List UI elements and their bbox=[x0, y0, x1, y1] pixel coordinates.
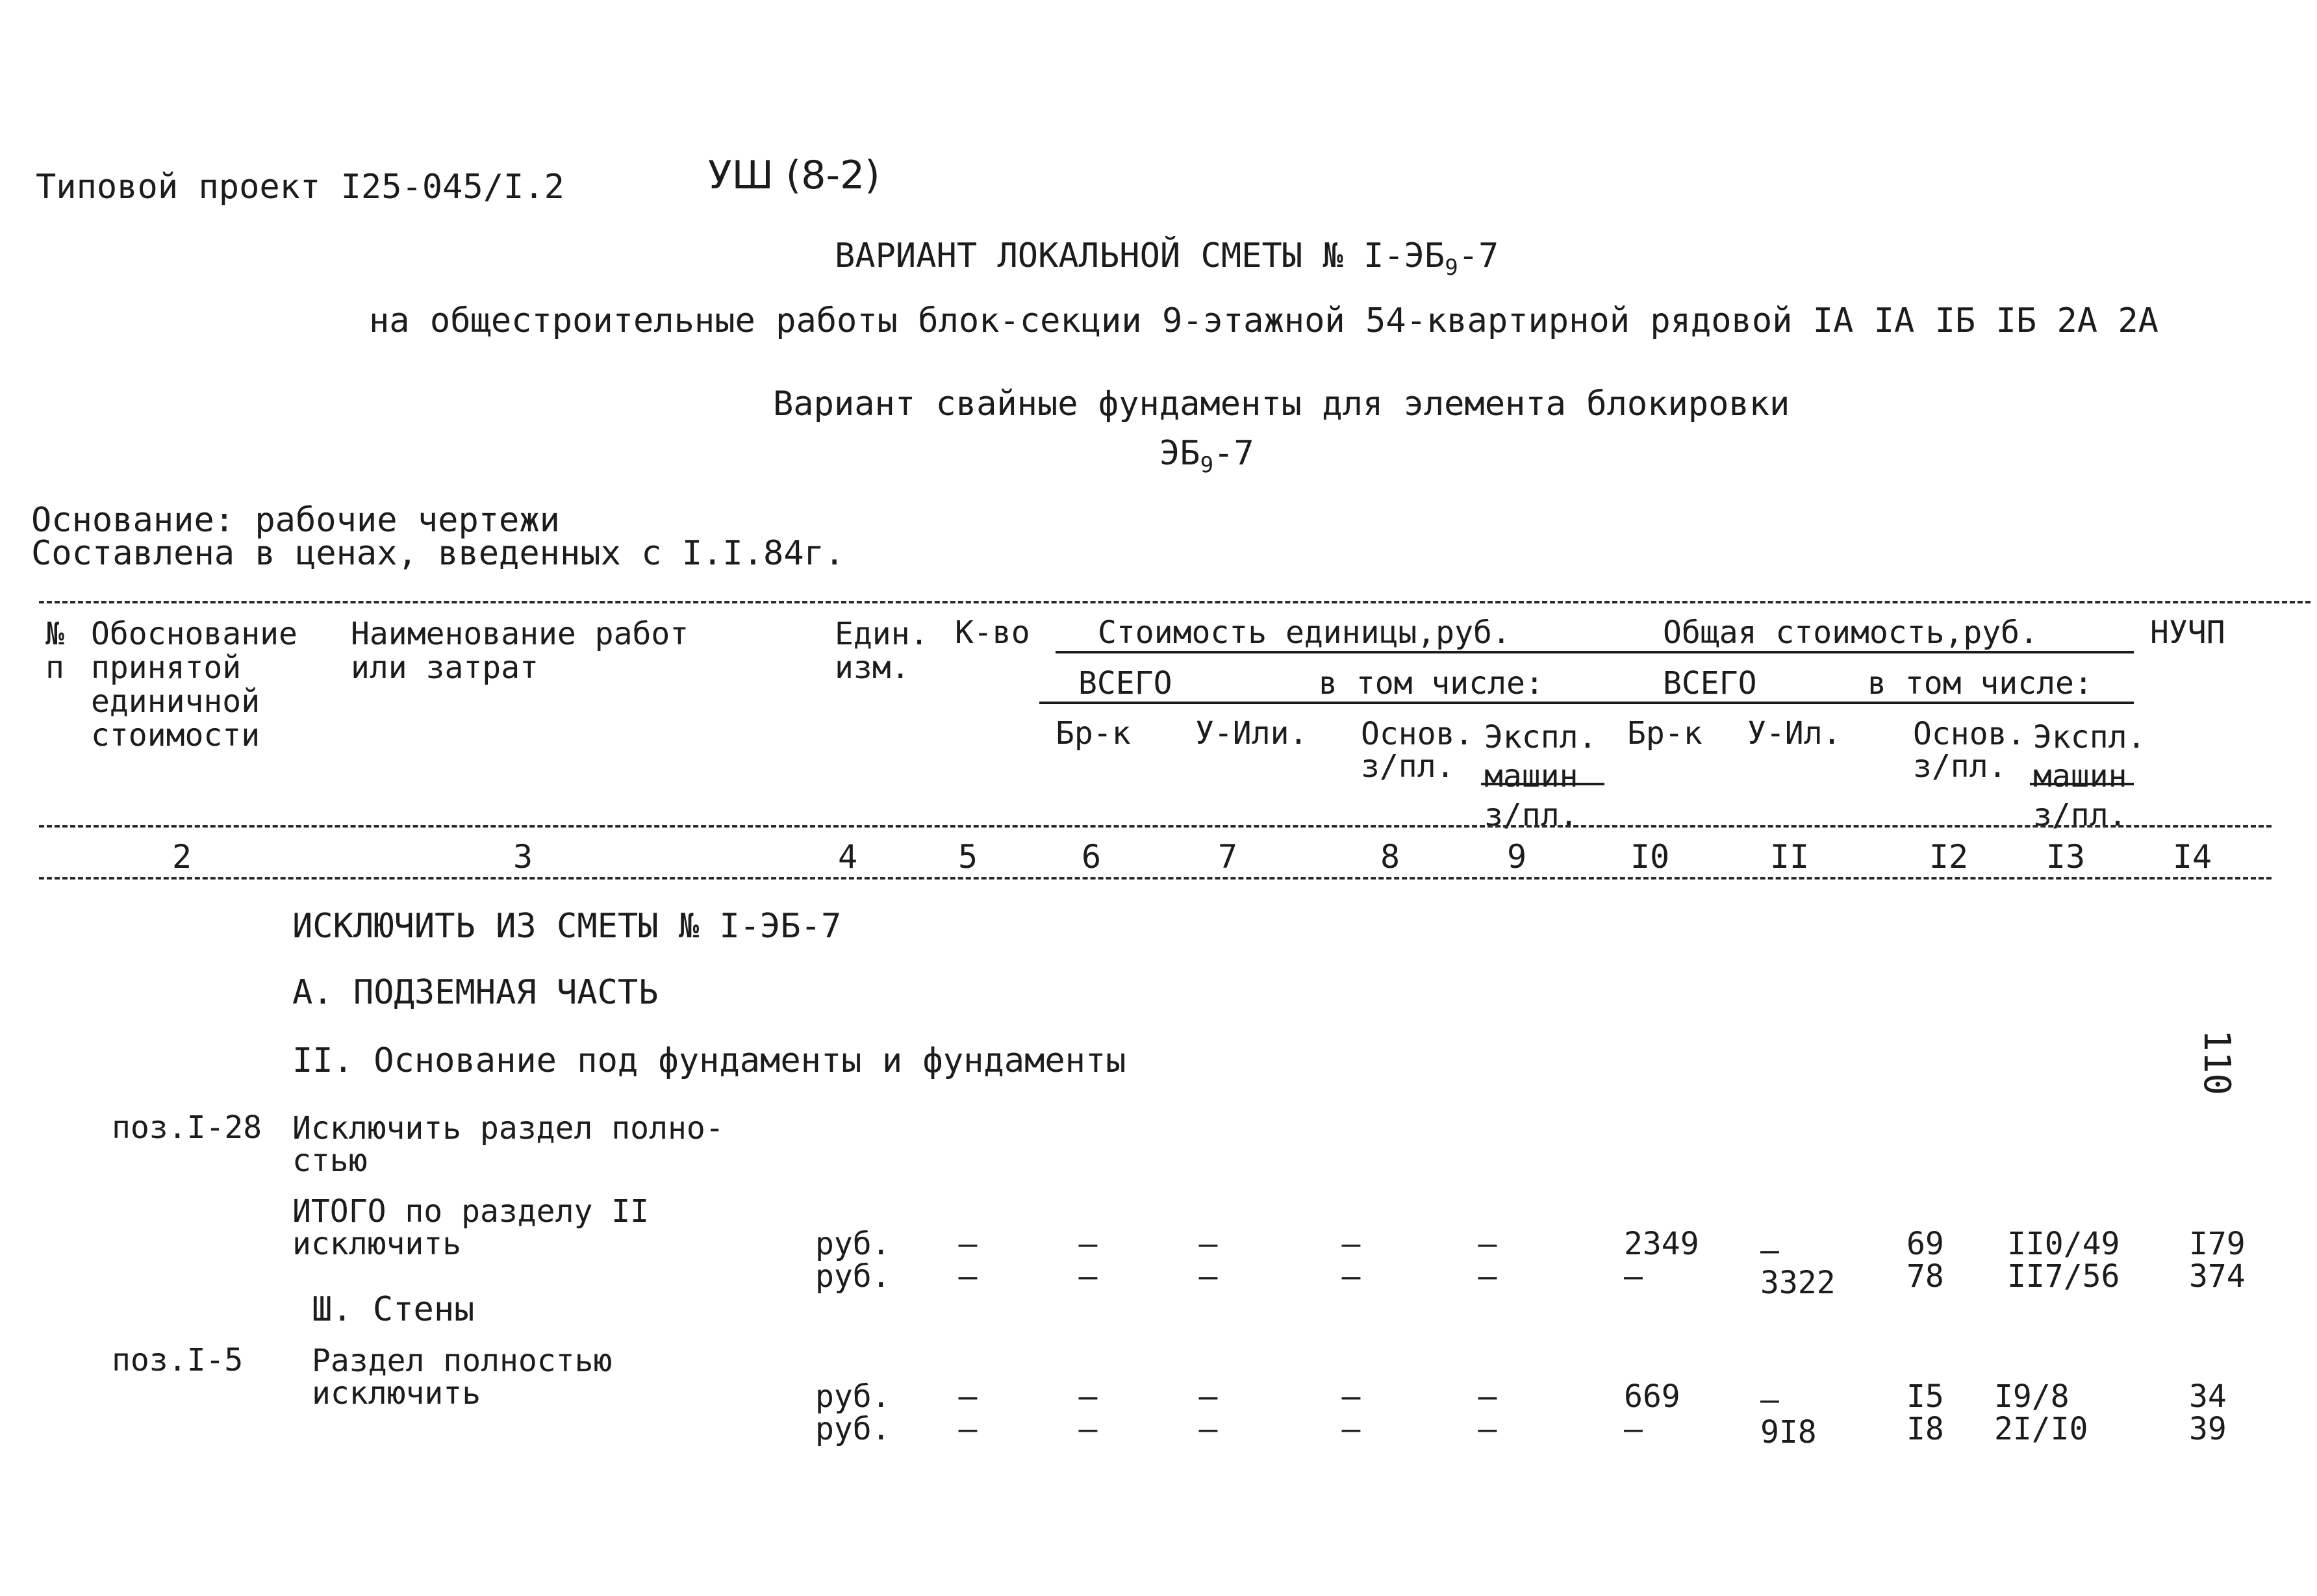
unit-vsego-label: ВСЕГО bbox=[1078, 665, 1172, 702]
row2-c6-a: – bbox=[1078, 1378, 1098, 1415]
row2-c5-b: – bbox=[958, 1411, 978, 1447]
total-ekspl-line3: з/пл. bbox=[2033, 797, 2127, 833]
row2-c10-a: 669 bbox=[1624, 1378, 1680, 1415]
col-num-7: 7 bbox=[1217, 838, 1238, 876]
row1-c11-a: – bbox=[1760, 1232, 1779, 1269]
row2-c8-a: – bbox=[1341, 1378, 1361, 1415]
estimate-title-main: ВАРИАНТ ЛОКАЛЬНОЙ СМЕТЫ № I-ЭБ bbox=[835, 236, 1445, 275]
header-bottom-rule bbox=[39, 825, 2272, 828]
total-mashin-underline bbox=[2030, 783, 2134, 785]
row2-c14-b: 39 bbox=[2189, 1411, 2227, 1447]
row1-c7-b: – bbox=[1198, 1258, 1218, 1295]
element-code-main: ЭБ bbox=[1159, 434, 1200, 473]
row1-c7 bbox=[1179, 1228, 1237, 1293]
part-a-heading: А. ПОДЗЕМНАЯ ЧАСТЬ bbox=[292, 973, 659, 1012]
row2-c9-a: – bbox=[1478, 1378, 1497, 1415]
col-unit-line1: Един. bbox=[835, 616, 929, 652]
estimate-title-suffix: -7 bbox=[1458, 236, 1499, 275]
row1-c7-a: – bbox=[1198, 1226, 1218, 1262]
col-name-header bbox=[351, 617, 689, 685]
col-num-12: I2 bbox=[1929, 838, 1969, 876]
row2-c5 bbox=[939, 1380, 997, 1445]
col-num-5: 5 bbox=[957, 838, 978, 876]
estimate-title bbox=[835, 236, 1499, 281]
row2-c7-b: – bbox=[1198, 1411, 1218, 1447]
col-num-2: 2 bbox=[171, 838, 192, 876]
col-num-9: 9 bbox=[1506, 838, 1527, 876]
unit-cost-underline bbox=[1056, 651, 1627, 653]
unit-ekspl-line1: Экспл. bbox=[1484, 719, 1597, 755]
row2-name-line1: Раздел полностью bbox=[312, 1343, 613, 1379]
variant-line: Вариант свайные фундаменты для элемента блокировки bbox=[773, 385, 1790, 424]
unit-ekspl-line2: машин bbox=[1484, 758, 1578, 794]
row1-unit-2: руб. bbox=[815, 1258, 891, 1295]
row1-c13-b: II7/56 bbox=[2007, 1258, 2120, 1295]
row2-c14-a: 34 bbox=[2189, 1378, 2227, 1415]
total-osnov-line2: з/пл. bbox=[1913, 748, 2007, 785]
row1-c9 bbox=[1458, 1228, 1517, 1293]
col-name-line2: или затрат bbox=[351, 650, 538, 686]
row1-c5-a: – bbox=[958, 1226, 978, 1262]
section-3-heading: Ш. Стены bbox=[312, 1290, 475, 1329]
row2-c12-b: I8 bbox=[1906, 1411, 1944, 1447]
col-basis-line2: принятой bbox=[91, 650, 242, 686]
col-unit-line2: изм. bbox=[835, 650, 910, 686]
element-code-suffix: -7 bbox=[1213, 434, 1254, 473]
row1-c10-b: – bbox=[1624, 1258, 1643, 1295]
row1-c11-b: 3322 bbox=[1760, 1265, 1836, 1301]
col-numbers-rule bbox=[39, 877, 2272, 880]
page-number: 110 bbox=[2196, 1030, 2238, 1096]
unit-osnov-line1: Основ. bbox=[1361, 716, 1474, 752]
row2-c7 bbox=[1179, 1380, 1237, 1445]
col-name-line1: Наименование работ bbox=[351, 616, 689, 652]
unit-incl-label: в том числе: bbox=[1319, 665, 1544, 702]
col-num-13: I3 bbox=[2045, 838, 2086, 876]
row1-name-line2: стью bbox=[292, 1143, 368, 1179]
subhead-underline bbox=[1039, 702, 2134, 704]
row1-ref: поз.I-28 bbox=[112, 1109, 262, 1146]
row2-c11-b: 9I8 bbox=[1760, 1414, 1817, 1450]
row2-c6-b: – bbox=[1078, 1411, 1098, 1447]
project-number: Типовой проект I25-045/I.2 bbox=[36, 168, 564, 207]
row1-c8-b: – bbox=[1341, 1258, 1361, 1295]
row1-c5-b: – bbox=[958, 1258, 978, 1295]
row1-c14 bbox=[2189, 1228, 2246, 1293]
col-qty-header: К-во bbox=[955, 614, 1030, 651]
total-cost-header: Общая стоимость,руб. bbox=[1663, 614, 2038, 651]
unit-brk-label: Бр-к bbox=[1056, 715, 1131, 752]
estimate-subtitle: на общестроительные работы блок-секции 9-этажной 54-квартирной рядовой IA IA IБ IБ 2A 2A bbox=[369, 301, 2159, 340]
col-basis-line1: Обоснование bbox=[91, 616, 298, 652]
row2-c13-b: 2I/I0 bbox=[1994, 1411, 2088, 1447]
row1-c12 bbox=[1906, 1228, 1944, 1293]
row1-unit-1: руб. bbox=[815, 1226, 891, 1262]
element-code bbox=[1159, 434, 1254, 478]
row2-c11-a: – bbox=[1760, 1382, 1779, 1418]
row1-total-line1: ИТОГО по разделу II bbox=[292, 1193, 650, 1230]
total-incl-label: в том числе: bbox=[1868, 665, 2093, 702]
row1-c9-b: – bbox=[1478, 1258, 1497, 1295]
col-basis-line4: стоимости bbox=[91, 717, 260, 754]
row1-c10 bbox=[1624, 1228, 1699, 1293]
prices-line: Составлена в ценах, введенных с I.I.84г. bbox=[31, 534, 845, 573]
col-num-8: 8 bbox=[1380, 838, 1400, 876]
total-uil-label: У-Ил. bbox=[1747, 715, 1842, 752]
total-ekspl-label bbox=[2033, 718, 2146, 835]
row2-c10-b: – bbox=[1624, 1411, 1643, 1447]
total-brk-label: Бр-к bbox=[1627, 715, 1703, 752]
basis-line: Основание: рабочие чертежи bbox=[31, 501, 560, 540]
col-num-11: II bbox=[1769, 838, 1810, 876]
total-osnov-line1: Основ. bbox=[1913, 716, 2026, 752]
row2-c7-a: – bbox=[1198, 1378, 1218, 1415]
row2-c12-a: I5 bbox=[1906, 1378, 1944, 1415]
row1-c11 bbox=[1760, 1234, 1836, 1299]
row2-ref: поз.I-5 bbox=[112, 1342, 244, 1378]
row1-name-line1: Исключить раздел полно- bbox=[292, 1110, 724, 1146]
col-num-4: 4 bbox=[837, 838, 858, 876]
col-num-10: I0 bbox=[1630, 838, 1670, 876]
row1-units bbox=[815, 1228, 891, 1293]
row1-c5 bbox=[939, 1228, 997, 1293]
row1-c13 bbox=[2007, 1228, 2120, 1293]
row2-unit-2: руб. bbox=[815, 1411, 891, 1447]
col-num-3: 3 bbox=[513, 838, 533, 876]
row2-c14 bbox=[2189, 1380, 2227, 1445]
unit-ekspl-line3: з/пл. bbox=[1484, 797, 1578, 833]
row2-c8 bbox=[1322, 1380, 1380, 1445]
total-cost-underline bbox=[1627, 651, 2134, 653]
col-number-header bbox=[45, 617, 64, 685]
row2-c8-b: – bbox=[1341, 1411, 1361, 1447]
row2-c12 bbox=[1906, 1380, 1944, 1445]
row1-c8-a: – bbox=[1341, 1226, 1361, 1262]
row1-c14-b: 374 bbox=[2189, 1258, 2246, 1295]
row1-c12-a: 69 bbox=[1906, 1226, 1944, 1262]
row2-c13 bbox=[1994, 1380, 2088, 1445]
col-num-14: I4 bbox=[2172, 838, 2212, 876]
row1-c6-a: – bbox=[1078, 1226, 1098, 1262]
row1-name bbox=[292, 1112, 724, 1177]
unit-osnov-label bbox=[1361, 718, 1473, 783]
unit-ekspl-label bbox=[1484, 718, 1597, 835]
row2-c9-b: – bbox=[1478, 1411, 1497, 1447]
row2-c6 bbox=[1059, 1380, 1117, 1445]
estimate-title-subscript: 9 bbox=[1445, 255, 1458, 281]
col-number-line1: № bbox=[45, 616, 64, 652]
sheet-mark: УШ (8-2) bbox=[708, 153, 880, 198]
row2-c13-a: I9/8 bbox=[1994, 1378, 2070, 1415]
col-unit-header bbox=[835, 617, 929, 685]
row1-total-line2: исключить bbox=[292, 1226, 462, 1262]
row2-unit-1: руб. bbox=[815, 1378, 891, 1415]
section-2-heading: II. Основание под фундаменты и фундаменты bbox=[292, 1041, 1126, 1080]
unit-osnov-line2: з/пл. bbox=[1361, 748, 1455, 785]
exclude-heading: ИСКЛЮЧИТЬ ИЗ СМЕТЫ № I-ЭБ-7 bbox=[292, 907, 842, 946]
row1-c6-b: – bbox=[1078, 1258, 1098, 1295]
row1-c13-a: II0/49 bbox=[2007, 1226, 2120, 1262]
element-code-subscript: 9 bbox=[1200, 452, 1214, 478]
nuchp-header: НУЧП bbox=[2150, 614, 2225, 651]
row2-units bbox=[815, 1380, 891, 1445]
col-basis-header bbox=[91, 617, 298, 752]
table-top-rule bbox=[39, 601, 2311, 603]
row1-total-label bbox=[292, 1195, 649, 1260]
unit-mashin-underline bbox=[1481, 783, 1604, 785]
col-number-line2: п bbox=[45, 650, 64, 686]
total-ekspl-line1: Экспл. bbox=[2033, 719, 2146, 755]
row1-c12-b: 78 bbox=[1906, 1258, 1944, 1295]
total-vsego-label: ВСЕГО bbox=[1663, 665, 1757, 702]
total-osnov-label bbox=[1913, 718, 2025, 783]
unit-uil-label: У-Или. bbox=[1195, 715, 1308, 752]
total-ekspl-line2: машин bbox=[2033, 758, 2127, 794]
row2-c5-a: – bbox=[958, 1378, 978, 1415]
row2-name bbox=[312, 1345, 612, 1410]
row1-c6 bbox=[1059, 1228, 1117, 1293]
row2-c11 bbox=[1760, 1384, 1817, 1449]
row1-c9-a: – bbox=[1478, 1226, 1497, 1262]
row2-name-line2: исключить bbox=[312, 1375, 481, 1412]
row1-c10-a: 2349 bbox=[1624, 1226, 1699, 1262]
row1-c8 bbox=[1322, 1228, 1380, 1293]
row2-c9 bbox=[1458, 1380, 1517, 1445]
col-basis-line3: единичной bbox=[91, 683, 260, 720]
col-num-6: 6 bbox=[1081, 838, 1102, 876]
row1-c14-a: I79 bbox=[2189, 1226, 2246, 1262]
unit-cost-header: Стоимость единицы,руб. bbox=[1098, 614, 1511, 651]
row2-c10 bbox=[1624, 1380, 1680, 1445]
